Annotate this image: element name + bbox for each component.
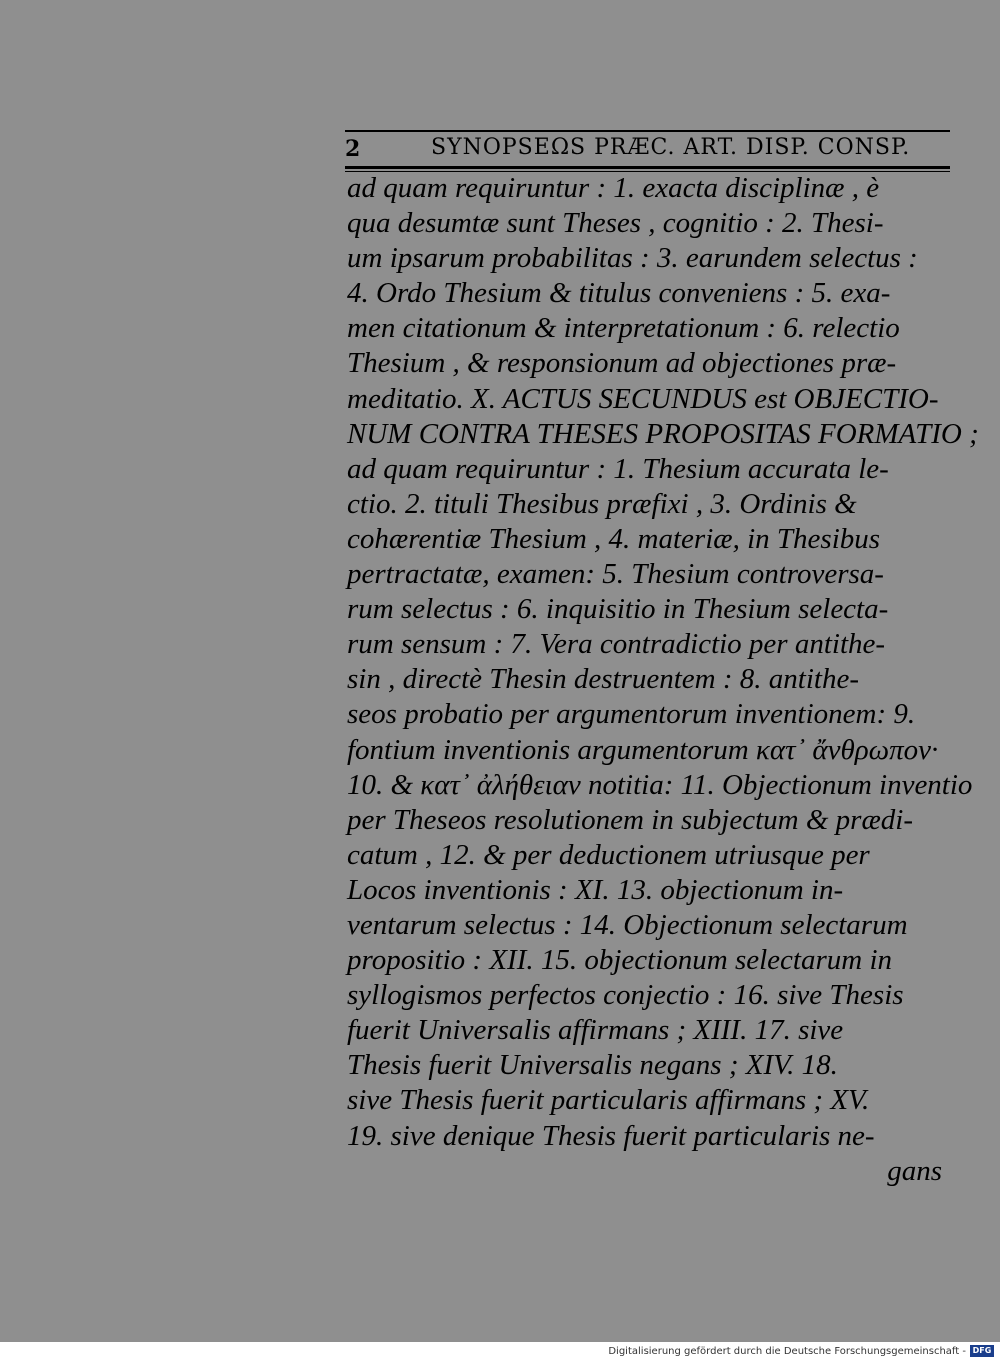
text-line: fuerit Universalis affirmans ; XIII. 17. sive [347, 1014, 844, 1047]
text-line: seos probatio per argumentorum inventionem: 9. [347, 698, 916, 731]
text-line: ventarum selectus : 14. Objectionum selectarum [347, 908, 908, 941]
text-line: meditatio. X. ACTUS SECUNDUS est OBJECTIO- [347, 382, 939, 415]
text-line: qua desumtæ sunt Theses , cognitio : 2. Thesi- [347, 207, 884, 240]
text-line: ad quam requiruntur : 1. Thesium accurata le- [347, 452, 889, 485]
funding-credit: Digitalisierung gefördert durch die Deutsche Forschungsgemeinschaft - [608, 1346, 966, 1357]
text-line: Thesis fuerit Universalis negans ; XIV. 18. [347, 1049, 838, 1082]
text-line: rum selectus : 6. inquisitio in Thesium selecta- [347, 593, 889, 626]
header-top-rule [345, 130, 950, 132]
header-bottom-rule [345, 166, 950, 169]
body-text [347, 171, 979, 1189]
text-line: um ipsarum probabilitas : 3. earundem selectus : [347, 242, 918, 275]
text-line: Locos inventionis : XI. 13. objectionum in- [347, 873, 844, 906]
text-line: sin , directè Thesin destruentem : 8. antithe- [347, 663, 859, 696]
running-title: SYNOPSEΩS PRÆC. ART. DISP. CONSP. [431, 135, 911, 160]
page-number: 2 [345, 136, 361, 162]
text-line: catum , 12. & per deductionem utriusque per [347, 838, 870, 871]
text-line: syllogismos perfectos conjectio : 16. sive Thesis [347, 979, 904, 1012]
text-line: Thesium , & responsionum ad objectiones præ- [347, 347, 897, 380]
text-line: ad quam requiruntur : 1. exacta disciplinæ , è [347, 172, 880, 204]
page-header [345, 134, 950, 164]
text-line: rum sensum : 7. Vera contradictio per antithe- [347, 628, 886, 661]
dfg-logo[interactable]: DFG [970, 1345, 994, 1357]
text-line: men citationum & interpretationum : 6. relectio [347, 312, 900, 345]
text-line: 4. Ordo Thesium & titulus conveniens : 5. exa- [347, 277, 891, 310]
text-line: NUM CONTRA THESES PROPOSITAS FORMATIO ; [347, 417, 979, 450]
text-line: ctio. 2. tituli Thesibus præfixi , 3. Ordinis & [347, 487, 857, 520]
text-line: 10. & κατ᾽ ἀλήθειαν notitia: 11. Objectionum inventio [347, 768, 973, 801]
text-line: sive Thesis fuerit particularis affirmans ; XV. [347, 1084, 870, 1117]
catchword: gans [887, 1154, 942, 1187]
text-line: fontium inventionis argumentorum κατ᾽ ἄνθρωπον· [347, 733, 939, 766]
text-line: propositio : XII. 15. objectionum selectarum in [347, 944, 893, 977]
text-line: pertractatæ, examen: 5. Thesium controversa- [347, 558, 884, 591]
text-line: 19. sive denique Thesis fuerit particularis ne- [347, 1119, 875, 1152]
text-line: cohærentiæ Thesium , 4. materiæ, in Thesibus [347, 522, 881, 555]
text-line: per Theseos resolutionem in subjectum & prædi- [347, 803, 913, 836]
